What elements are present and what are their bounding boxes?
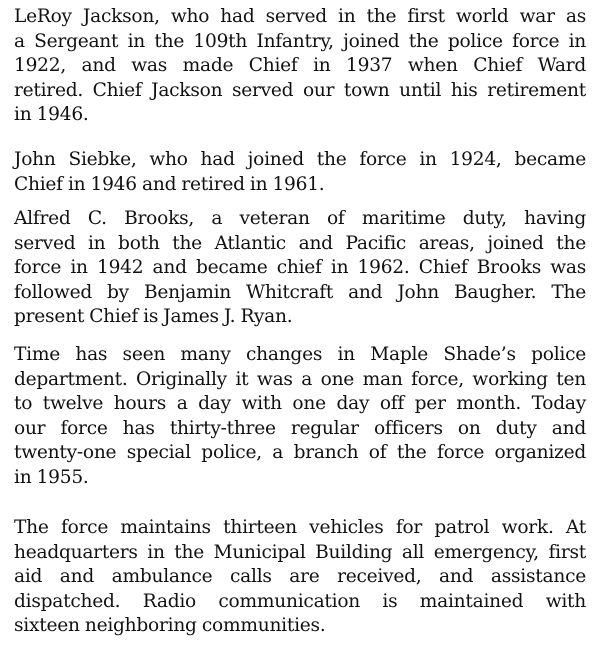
text-line: our force has thirty-three regular officers on duty and xyxy=(14,417,586,439)
text-line: 1922, and was made Chief in 1937 when Chief Ward xyxy=(14,55,586,76)
text-line: followed by Benjamin Whitcraft and John Baugher. The xyxy=(14,281,586,303)
paragraph-changes xyxy=(14,343,586,490)
text-line: sixteen neighboring communities. xyxy=(14,615,326,636)
text-line: dispatched. Radio communication is maintained with xyxy=(14,590,586,612)
text-line: John Siebke, who had joined the force in 1924, became xyxy=(14,149,586,170)
paragraph-jackson xyxy=(14,5,586,128)
text-line: The force maintains thirteen vehicles for patrol work. At xyxy=(14,517,586,538)
text-line: Time has seen many changes in Maple Shade’s police xyxy=(14,344,586,365)
text-line: served in both the Atlantic and Pacific areas, joined the xyxy=(14,232,586,254)
text-line: present Chief is James J. Ryan. xyxy=(14,306,293,327)
text-line: in 1946. xyxy=(14,104,89,125)
text-line: aid and ambulance calls are received, and assistance xyxy=(14,566,586,587)
paragraph-vehicles xyxy=(14,516,586,639)
text-line: department. Originally it was a one man force, working ten xyxy=(14,368,586,390)
paragraph-brooks xyxy=(14,207,586,330)
paragraph-siebke xyxy=(14,148,586,197)
text-line: retired. Chief Jackson served our town until his retirement xyxy=(14,79,586,101)
text-line: force in 1942 and became chief in 1962. Chief Brooks was xyxy=(14,257,586,278)
text-line: headquarters in the Municipal Building all emergency, first xyxy=(14,541,586,563)
text-line: a Sergeant in the 109th Infantry, joined the police force in xyxy=(14,30,586,52)
text-line: in 1955. xyxy=(14,466,89,488)
text-line: Alfred C. Brooks, a veteran of maritime duty, having xyxy=(14,208,586,229)
text-line: twenty-one special police, a branch of the force organized xyxy=(14,442,586,463)
text-line: to twelve hours a day with one day off per month. Today xyxy=(14,393,586,414)
text-line: Chief in 1946 and retired in 1961. xyxy=(14,173,325,195)
text-line: LeRoy Jackson, who had served in the first world war as xyxy=(14,6,586,27)
